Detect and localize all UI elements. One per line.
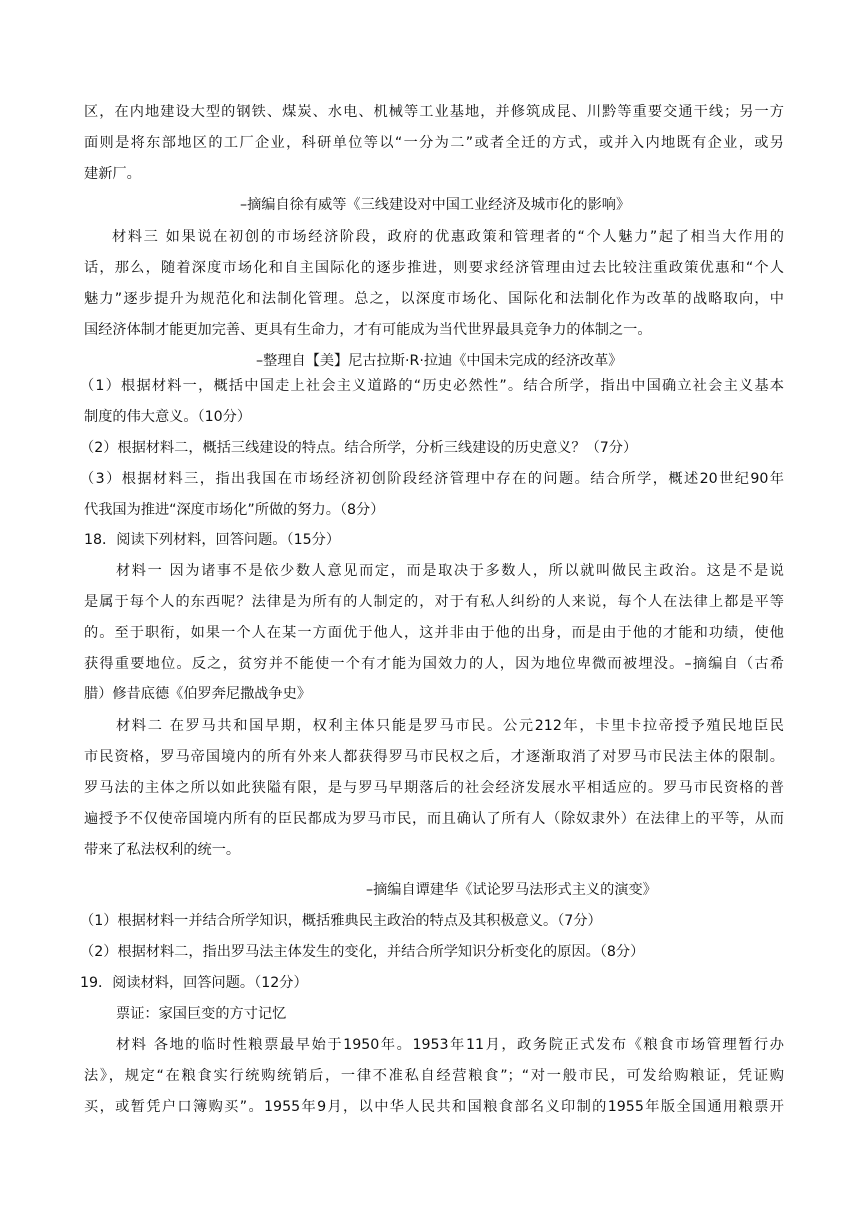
text-line: 腊）修昔底德《伯罗奔尼撒战争史》 xyxy=(84,686,312,702)
source-citation: –摘编自徐有威等《三线建设对中国工业经济及城市化的影响》 xyxy=(240,197,631,213)
text-line: 罗马法的主体之所以如此狭隘有限，是与罗马早期落后的社会经济发展水平相适应的。罗马市民资格的普 xyxy=(84,780,784,796)
source-citation: –摘编自谭建华《试论罗马法形式主义的演变》 xyxy=(366,882,657,898)
text-line: 获得重要地位。反之，贫穷并不能使一个有才能为国效力的人，因为地位卑微而被埋没。–摘编自（古希 xyxy=(84,656,784,672)
text-line: 带来了私法权利的统一。 xyxy=(84,842,241,858)
text-line: 材料一 因为诸事不是依少数人意见而定，而是取决于多数人，所以就叫做民主政治。这是不是说 xyxy=(116,563,784,579)
question-line: （3）根据材料三，指出我国在市场经济初创阶段经济管理中存在的问题。结合所学，概述20世纪90年 xyxy=(80,471,784,487)
section-subtitle: 票证：家国巨变的方寸记忆 xyxy=(116,1006,287,1022)
text-line: 国经济体制才能更加完善、更具有生命力，才有可能成为当代世界最具竞争力的体制之一。 xyxy=(84,322,652,338)
question-heading: 18．阅读下列材料，回答问题。（15分） xyxy=(84,532,341,548)
text-line: 买，或暂凭户口簿购买”。1955年9月，以中华人民共和国粮食部名义印制的1955年版全国通用粮票开 xyxy=(84,1099,784,1115)
text-line: 魅力”逐步提升为规范化和法制化管理。总之，以深度市场化、国际化和法制化作为改革的战略取向，中 xyxy=(84,291,784,307)
text-line: 市民资格，罗马帝国境内的所有外来人都获得罗马市民权之后，才逐渐取消了对罗马市民法主体的限制。 xyxy=(84,749,784,765)
question-line: （1）根据材料一并结合所学知识，概括雅典民主政治的特点及其积极意义。（7分） xyxy=(80,913,602,929)
text-line: 法》，规定“在粮食实行统购统销后，一律不准私自经营粮食”；“对一般市民，可发给购粮证，凭证购 xyxy=(84,1068,784,1084)
text-line: 面则是将东部地区的工厂企业，科研单位等以“一分为二”或者全迁的方式，或并入内地既有企业，或另 xyxy=(84,135,784,151)
text-line: 材料 各地的临时性粮票最早始于1950年。1953年11月，政务院正式发布《粮食市场管理暂行办 xyxy=(116,1037,784,1053)
question-line: 代我国为推进“深度市场化”所做的努力。（8分） xyxy=(84,502,385,518)
text-line: 材料三 如果说在初创的市场经济阶段，政府的优惠政策和管理者的“个人魅力”起了相当大作用的 xyxy=(112,229,784,245)
text-line: 是属于每个人的东西呢？法律是为所有的人制定的，对于有私人纠纷的人来说，每个人在法律上都是平等 xyxy=(84,594,784,610)
text-line: 话，那么，随着深度市场化和自主国际化的逐步推进，则要求经济管理由过去比较注重政策优惠和“个人 xyxy=(84,260,784,276)
text-line: 遍授予不仅使帝国境内所有的臣民都成为罗马市民，而且确认了所有人（除奴隶外）在法律上的平等，从而 xyxy=(84,811,784,827)
question-line: （2）根据材料二，指出罗马法主体发生的变化，并结合所学知识分析变化的原因。（8分） xyxy=(80,944,645,960)
text-line: 区，在内地建设大型的钢铁、煤炭、水电、机械等工业基地，并修筑成昆、川黔等重要交通干线；另一方 xyxy=(84,104,784,120)
question-heading: 19．阅读材料，回答问题。（12分） xyxy=(80,975,308,991)
text-line: 的。至于职衔，如果一个人在某一方面优于他人，这并非由于他的出身，而是由于他的才能和功绩，使他 xyxy=(84,625,784,641)
text-line: 建新厂。 xyxy=(84,166,141,182)
source-citation: –整理自【美】尼古拉斯·R·拉迪《中国未完成的经济改革》 xyxy=(256,353,623,369)
question-line: （1）根据材料一，概括中国走上社会主义道路的“历史必然性”。结合所学，指出中国确立社会主义基本 xyxy=(80,378,784,394)
text-line: 材料二 在罗马共和国早期，权利主体只能是罗马市民。公元212年，卡里卡拉帝授予殖民地臣民 xyxy=(116,718,784,734)
question-line: （2）根据材料二，概括三线建设的特点。结合所学，分析三线建设的历史意义？（7分） xyxy=(80,440,638,456)
question-line: 制度的伟大意义。（10分） xyxy=(84,409,252,425)
